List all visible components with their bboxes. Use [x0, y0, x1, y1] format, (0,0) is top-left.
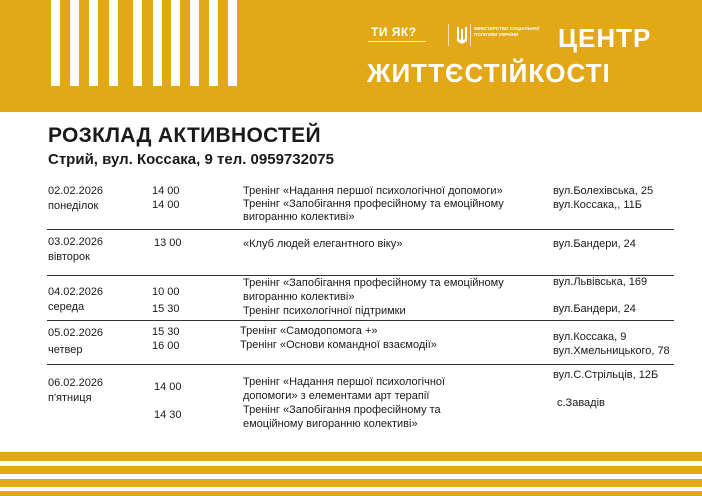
row-location: с.Завадів — [557, 397, 605, 409]
row-time: 14 00 — [154, 381, 182, 393]
row-activity: Тренінг «Запобігання професійному та емоційному — [243, 277, 504, 289]
header-stripe — [209, 0, 218, 86]
header-stripe — [190, 0, 199, 86]
row-time: 10 00 — [152, 286, 180, 298]
header-stripe — [70, 0, 79, 86]
row-divider — [47, 320, 674, 321]
row-location: вул.Коссака,, 11Б — [553, 199, 642, 211]
row-location: вул.Львівська, 169 — [553, 276, 648, 288]
footer-stripe — [0, 466, 702, 474]
partner-logo: ТИ ЯК? — [371, 25, 417, 39]
footer-stripe — [0, 452, 702, 461]
row-location: вул.Хмельницького, 78 — [553, 345, 670, 357]
row-weekday: понеділок — [48, 200, 99, 212]
brand-title-line1: ЦЕНТР — [558, 23, 652, 53]
footer-stripe — [0, 479, 702, 487]
row-activity: вигоранню колективі» — [243, 291, 355, 303]
row-divider — [47, 364, 674, 365]
header-banner — [0, 0, 702, 112]
row-weekday: четвер — [48, 344, 83, 356]
row-activity: емоційному вигоранню колективі» — [243, 418, 418, 430]
header-stripe — [228, 0, 237, 86]
header-stripe — [153, 0, 162, 86]
row-time: 13 00 — [154, 237, 182, 249]
footer-stripe — [0, 491, 702, 496]
row-activity: Тренінг «Надання першої психологічної допомоги» — [243, 185, 503, 197]
row-activity: Тренінг психологічної підтримки — [243, 305, 406, 317]
row-time: 14 00 — [152, 185, 180, 197]
address-phone: Стрий, вул. Коссака, 9 тел. 0959732075 — [48, 151, 334, 168]
row-activity: Тренінг «Самодопомога +» — [240, 325, 378, 337]
header-stripe — [171, 0, 180, 86]
header-stripe — [51, 0, 60, 86]
row-date: 05.02.2026 — [48, 327, 104, 339]
row-activity: Тренінг «Запобігання професійному та — [243, 404, 441, 416]
row-activity: Тренінг «Основи командної взаємодії» — [240, 339, 437, 351]
row-activity: вигоранню колективі» — [243, 211, 355, 223]
row-location: вул.Болехівська, 25 — [553, 185, 654, 197]
page-title: РОЗКЛАД АКТИВНОСТЕЙ — [48, 124, 321, 147]
row-date: 03.02.2026 — [48, 236, 104, 248]
header-stripe — [133, 0, 142, 86]
row-activity: допомоги» з елементами арт терапії — [243, 390, 430, 402]
row-weekday: п'ятниця — [48, 392, 92, 404]
row-time: 14 30 — [154, 409, 182, 421]
row-location: вул.Бандери, 24 — [553, 303, 636, 315]
row-date: 06.02.2026 — [48, 377, 104, 389]
row-time: 14 00 — [152, 199, 180, 211]
header-stripe — [89, 0, 98, 86]
brand-title-line2: ЖИТТЄСТІЙКОСТІ — [367, 58, 611, 88]
partner-logo-underline — [368, 41, 426, 42]
row-date: 02.02.2026 — [48, 185, 104, 197]
row-location: вул.Коссака, 9 — [553, 331, 627, 343]
row-divider — [47, 229, 674, 230]
row-weekday: вівторок — [48, 251, 90, 263]
row-time: 15 30 — [152, 303, 180, 315]
row-time: 16 00 — [152, 340, 180, 352]
header-stripe — [109, 0, 118, 86]
row-activity: «Клуб людей елегантного віку» — [243, 238, 403, 250]
row-activity: Тренінг «Запобігання професійному та емоційному — [243, 198, 504, 210]
row-location: вул.С.Стрільців, 12Б — [553, 369, 659, 381]
row-time: 15 30 — [152, 326, 180, 338]
row-weekday: середа — [48, 301, 85, 313]
ministry-name: МІНІСТЕРСТВО СОЦІАЛЬНОЇ ПОЛІТИКИ УКРАЇНИ — [474, 26, 540, 37]
row-date: 04.02.2026 — [48, 286, 104, 298]
row-activity: Тренінг «Надання першої психологічної — [243, 376, 446, 388]
row-location: вул.Бандери, 24 — [553, 238, 636, 250]
